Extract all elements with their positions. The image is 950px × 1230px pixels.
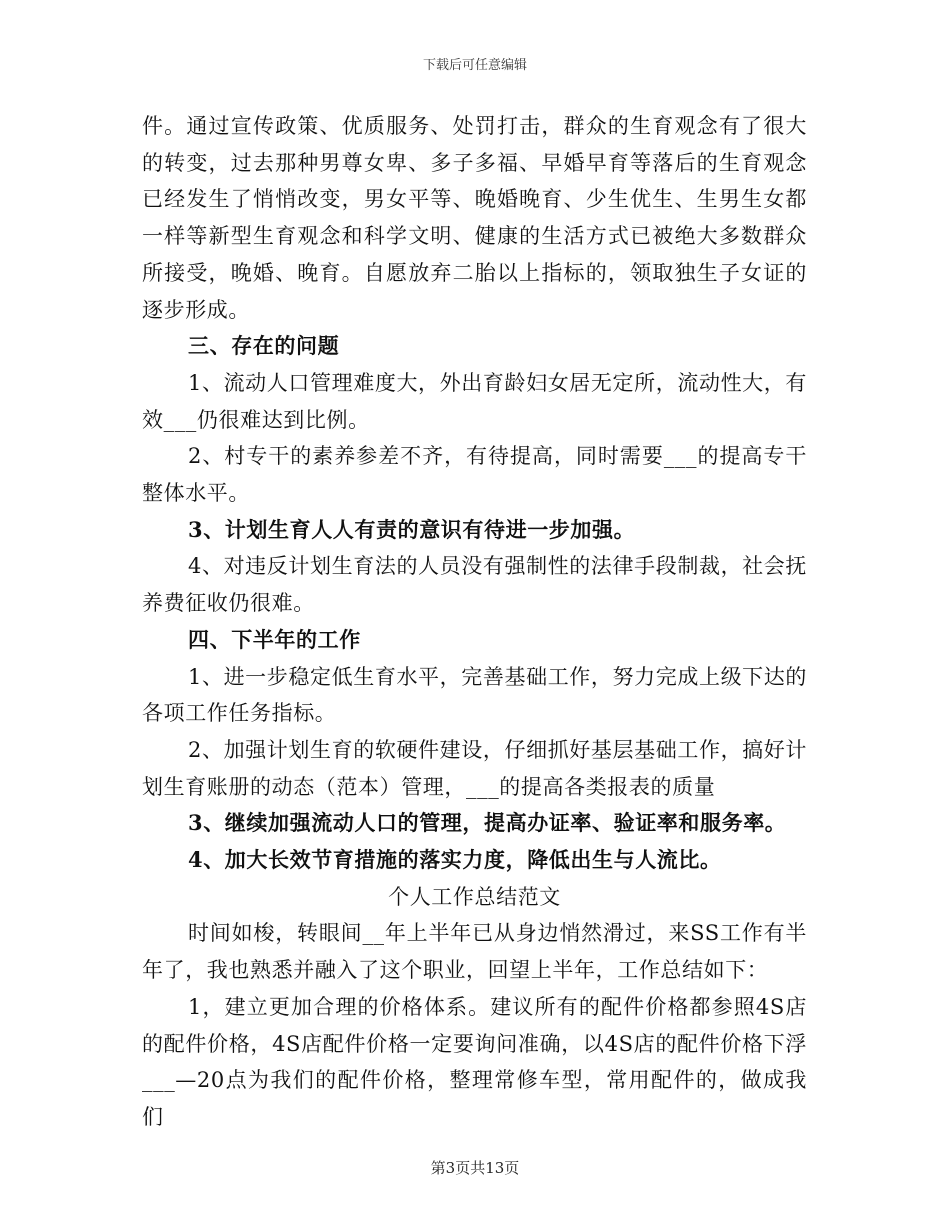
page-number: 第3页共13页 — [430, 1159, 520, 1177]
summary-item-1: 1，建立更加合理的价格体系。建议所有的配件价格都参照4S店的配件价格，4S店配件价格一定要询问准确，以4S店的配件价格下浮___—20点为我们的配件价格，整理常修车型，常用配件的，做成我们 — [142, 994, 807, 1129]
problem-item-4: 4、对违反计划生育法的人员没有强制性的法律手段制裁，社会抚养费征收仍很难。 — [142, 554, 807, 616]
problem-item-1: 1、流动人口管理难度大，外出育龄妇女居无定所，流动性大，有效___仍很难达到比例。 — [142, 370, 807, 432]
work-item-1: 1、进一步稳定低生育水平，完善基础工作，努力完成上级下达的各项工作任务指标。 — [142, 664, 807, 726]
paragraph-continuation: 件。通过宣传政策、优质服务、处罚打击，群众的生育观念有了很大的转变，过去那种男尊女卑、多子多福、早婚早育等落后的生育观念已经发生了悄悄改变，男女平等、晚婚晚育、少生优生、生男生女都一样等新型生育观念和科学文明、健康的生活方式已被绝大多数群众所接受，晚婚、晚育。自愿放弃二胎以上指标的，领取独生子女证的逐步形成。 — [142, 114, 807, 322]
document-title: 个人工作总结范文 — [388, 884, 561, 909]
summary-intro: 时间如梭，转眼间__年上半年已从身边悄然滑过，来SS工作有半年了，我也熟悉并融入了这个职业，回望上半年，工作总结如下： — [142, 921, 807, 983]
problem-item-2: 2、村专干的素养参差不齐，有待提高，同时需要___的提高专干整体水平。 — [142, 444, 807, 506]
page-header: 下载后可任意编辑 — [422, 58, 527, 73]
problem-item-3: 3、计划生育人人有责的意识有待进一步加强。 — [188, 516, 636, 542]
work-item-2: 2、加强计划生育的软硬件建设，仔细抓好基层基础工作，搞好计划生育账册的动态（范本）管理，___的提高各类报表的质量 — [142, 737, 807, 799]
work-item-3: 3、继续加强流动人口的管理，提高办证率、验证率和服务率。 — [188, 810, 787, 836]
section-heading-problems: 三、存在的问题 — [188, 333, 340, 359]
section-heading-second-half-work: 四、下半年的工作 — [188, 626, 361, 652]
work-item-4: 4、加大长效节育措施的落实力度，降低出生与人流比。 — [188, 847, 722, 873]
document-body — [142, 108, 807, 1136]
